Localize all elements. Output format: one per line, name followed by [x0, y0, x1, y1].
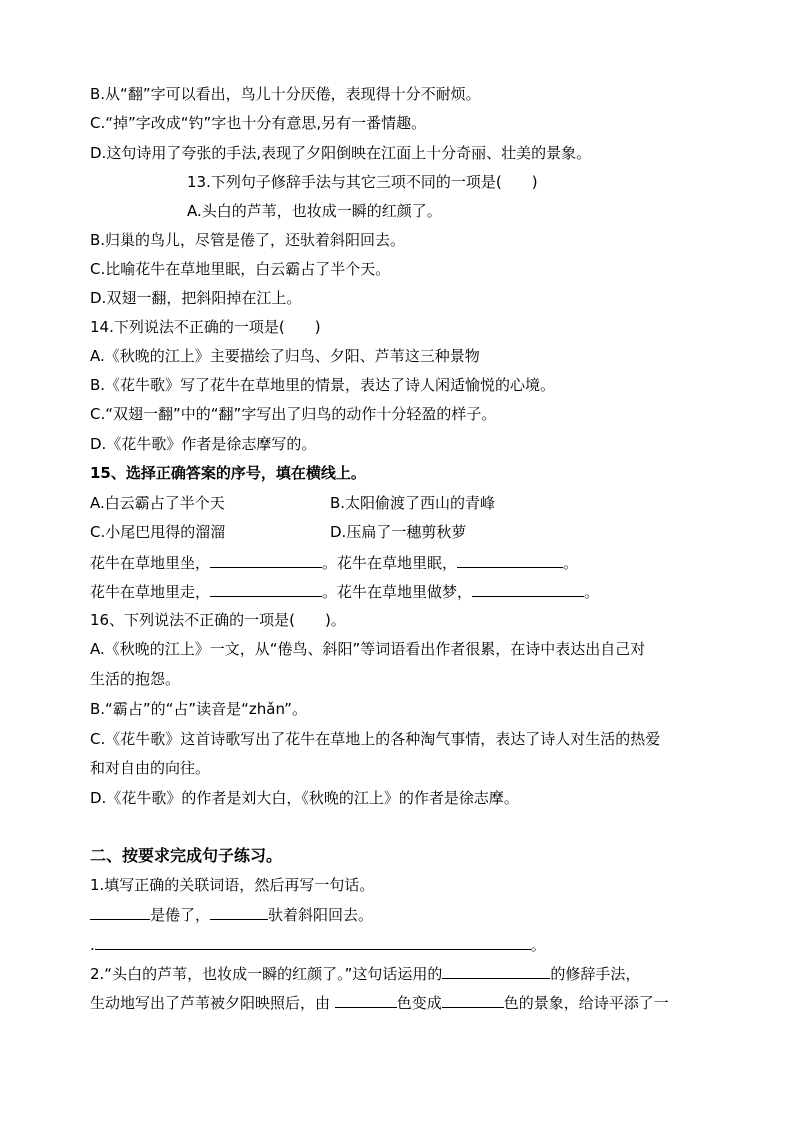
s2-q2-part1: 2.“头白的芦苇，也妆成一瞬的红颜了。”这句话运用的	[90, 965, 443, 983]
q13-option-d: D.双翅一翻，把斜阳掉在江上。	[90, 289, 302, 307]
q15-line1-mid: 。花牛在草地里眠，	[322, 554, 458, 572]
s2-q2-line2	[90, 992, 669, 1013]
s2-q1-blank-1[interactable]	[90, 904, 150, 920]
s2-q1-sentence	[90, 904, 373, 925]
q15-blank-2[interactable]	[457, 552, 563, 568]
s2-q1-write-line	[90, 934, 546, 955]
q15-option-b: B.太阳偷渡了西山的青峰	[330, 494, 496, 512]
s2-q2-line2c: 色的景象，给诗平添了一	[503, 994, 669, 1012]
q14-option-d: D.《花牛歌》作者是徐志摩写的。	[90, 435, 317, 453]
s2-q1-blank-2[interactable]	[210, 904, 268, 920]
q16-option-a-line2: 生活的抱怨。	[90, 670, 181, 688]
s2-q1-stem: 1.填写正确的关联词语，然后再写一句话。	[90, 876, 375, 894]
q16-option-a-line1: A.《秋晚的江上》一文，从“倦鸟、斜阳”等词语看出作者很累，在诗中表达出自己对	[90, 640, 646, 658]
s2-q2-blank-1[interactable]	[442, 963, 550, 979]
q15-option-a: A.白云霸占了半个天	[90, 494, 225, 512]
q15-option-d: D.压扁了一穗剪秋萝	[330, 523, 467, 541]
s2-q2-line1	[90, 963, 640, 984]
q15-option-c: C.小尾巴甩得的溜溜	[90, 523, 226, 541]
q16-option-b: B.“霸占”的“占”读音是“zhǎn”。	[90, 700, 307, 718]
q16-option-c-line2: 和对自由的向往。	[90, 759, 211, 777]
q15-fill-line-2	[90, 581, 599, 602]
q13-option-b: B.归巢的鸟儿，尽管是倦了，还驮着斜阳回去。	[90, 231, 406, 249]
q16-option-c-line1: C.《花牛歌》这首诗歌写出了花牛在草地上的各种淘气事情，表达了诗人对生活的热爱	[90, 730, 661, 748]
section-2-title: 二、按要求完成句子练习。	[90, 846, 283, 865]
q15-line2-left: 花牛在草地里走，	[90, 583, 211, 601]
q15-blank-3[interactable]	[210, 581, 322, 597]
s2-q1-end: 驮着斜阳回去。	[268, 906, 374, 924]
q14-stem: 14.下列说法不正确的一项是( )	[90, 318, 321, 336]
s2-q1-blank-3[interactable]	[95, 934, 531, 950]
q15-line1-left: 花牛在草地里坐，	[90, 554, 211, 572]
q13-stem: 13.下列句子修辞手法与其它三项不同的一项是( )	[187, 173, 538, 191]
s2-q2-line2a: 生动地写出了芦苇被夕阳映照后，由	[90, 994, 335, 1012]
s2-q2-line2b: 色变成	[396, 994, 442, 1012]
q12-option-d: D.这句诗用了夸张的手法,表现了夕阳倒映在江面上十分奇丽、壮美的景象。	[90, 144, 592, 162]
q12-option-b: B.从“翻”字可以看出，鸟儿十分厌倦，表现得十分不耐烦。	[90, 85, 481, 103]
q14-option-b: B.《花牛歌》写了花牛在草地里的情景，表达了诗人闲适愉悦的心境。	[90, 376, 556, 394]
q14-option-c: C.“双翅一翻”中的“翻”字写出了归鸟的动作十分轻盈的样子。	[90, 405, 497, 423]
q16-stem: 16、下列说法不正确的一项是( )。	[90, 611, 346, 629]
s2-q1-period: 。	[530, 936, 546, 954]
q12-option-c: C.“掉”字改成“钓”字也十分有意思,另有一番情趣。	[90, 114, 427, 132]
q13-option-c: C.比喻花牛在草地里眠，白云霸占了半个天。	[90, 260, 391, 278]
q13-option-a: A.头白的芦苇，也妆成一瞬的红颜了。	[187, 202, 442, 220]
q15-blank-1[interactable]	[210, 552, 322, 568]
q15-line2-mid: 。花牛在草地里做梦，	[322, 583, 473, 601]
s2-q1-mid: 是倦了，	[150, 906, 211, 924]
q14-option-a: A.《秋晚的江上》主要描绘了归鸟、夕阳、芦苇这三种景物	[90, 347, 480, 365]
q15-blank-4[interactable]	[472, 581, 584, 597]
q15-stem: 15、选择正确答案的序号，填在横线上。	[90, 464, 366, 482]
q15-fill-line-1	[90, 552, 578, 573]
q16-option-d: D.《花牛歌》的作者是刘大白，《秋晚的江上》的作者是徐志摩。	[90, 789, 519, 807]
s2-q2-blank-3[interactable]	[442, 992, 504, 1008]
q15-line2-end: 。	[584, 583, 600, 601]
s2-q2-part2: 的修辞手法，	[550, 965, 641, 983]
q15-line1-end: 。	[563, 554, 579, 572]
s2-q1-dot: .	[90, 936, 95, 954]
s2-q2-blank-2[interactable]	[335, 992, 397, 1008]
